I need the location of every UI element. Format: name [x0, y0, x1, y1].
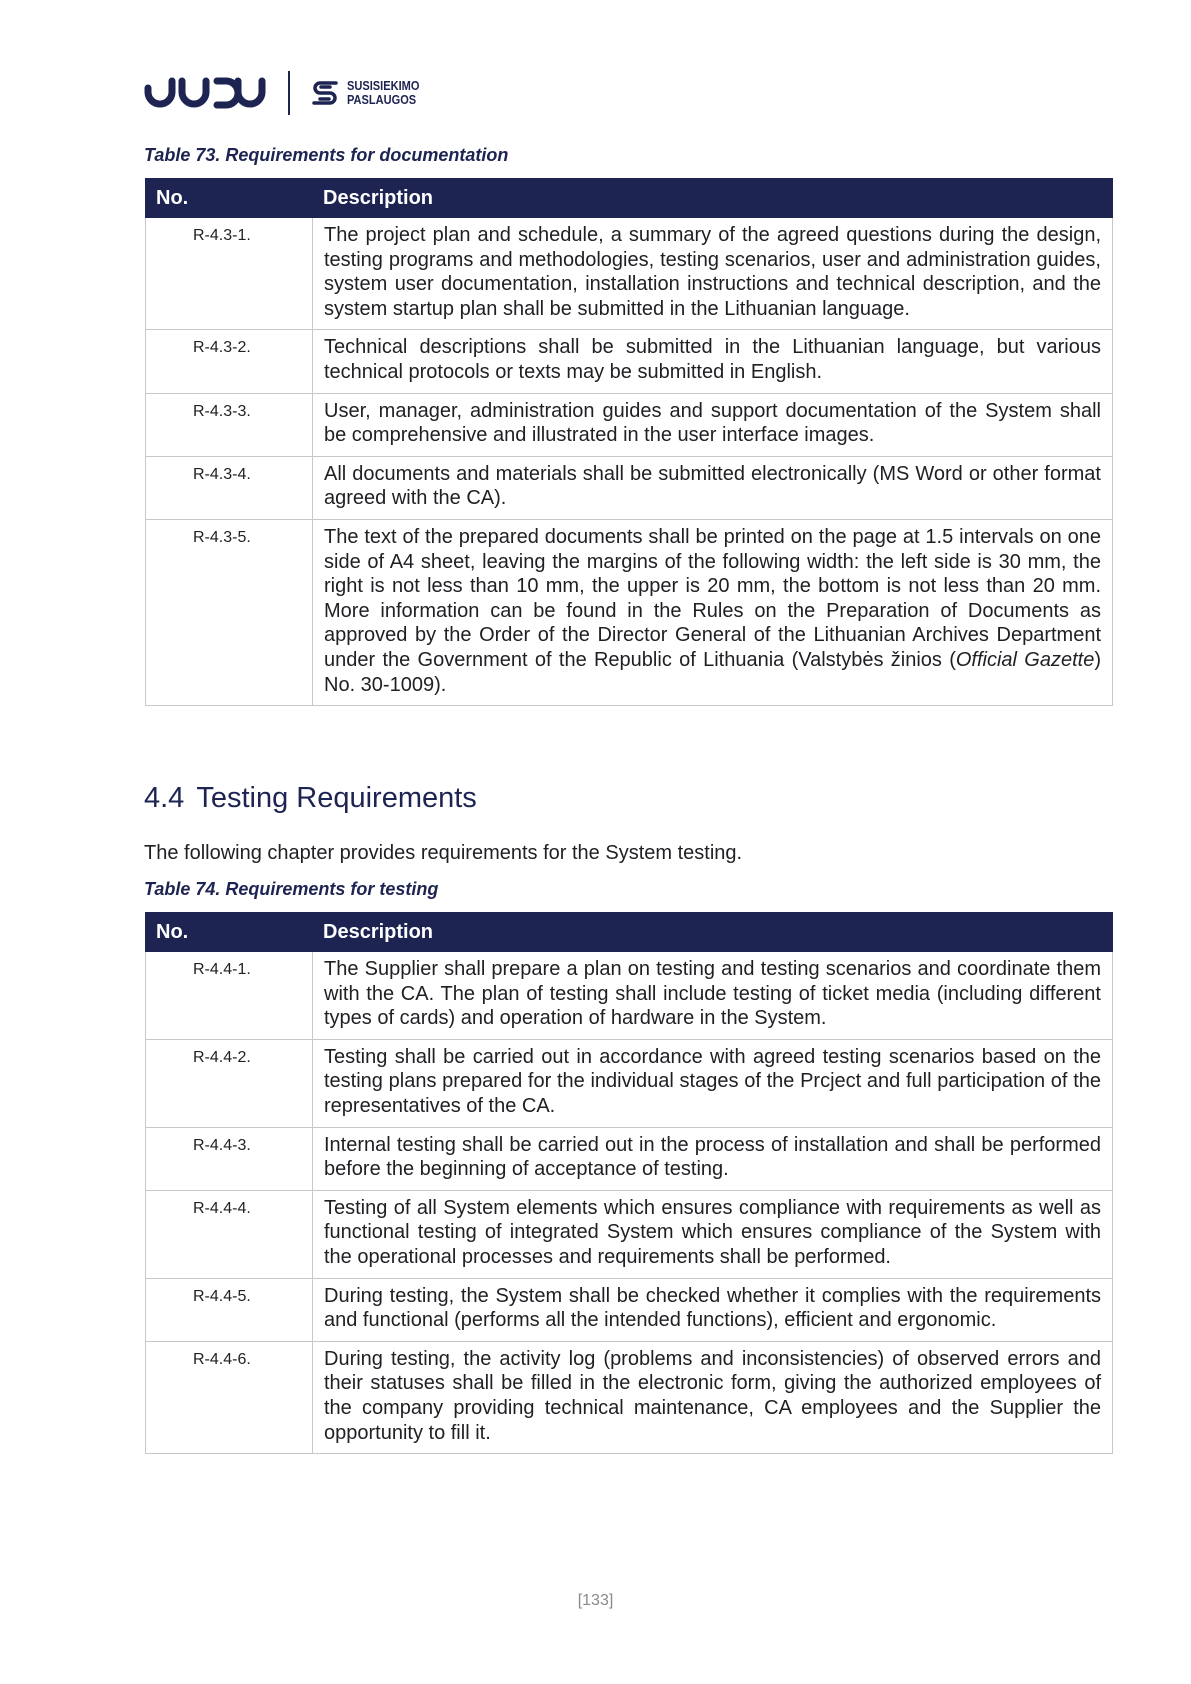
- judu-logo-icon: [144, 76, 266, 110]
- requirement-description: During testing, the System shall be checked whether it complies with the requirements and functional (performs all the intended functions), efficient and ergonomic.: [313, 1278, 1113, 1341]
- column-header-no: No.: [146, 179, 313, 218]
- table-row: [146, 330, 1113, 393]
- table-header-row: [146, 913, 1113, 952]
- requirement-description: The Supplier shall prepare a plan on testing and testing scenarios and coordinate them with the CA. The plan of testing shall include testing of ticket media (including different types of cards) and operation of hardware in the System.: [313, 952, 1113, 1040]
- section-heading: [144, 782, 477, 815]
- column-header-description: Description: [313, 913, 1113, 952]
- table-74-caption: Table 74. Requirements for testing: [144, 879, 439, 899]
- table-row: [146, 1190, 1113, 1278]
- table-row: [146, 456, 1113, 519]
- requirement-description: User, manager, administration guides and support documentation of the System shall be comprehensive and illustrated in the user interface images.: [313, 393, 1113, 456]
- logo-separator: [288, 71, 290, 115]
- table-73-caption: Table 73. Requirements for documentation: [144, 145, 509, 165]
- susisiekimo-paslaugos-logo: [310, 78, 432, 108]
- requirement-id: R-4.3-2.: [146, 330, 313, 393]
- requirement-description: Testing of all System elements which ensures compliance with requirements as well as functional testing of integrated System which ensures compliance of the System with the operational processes and requirements shall be performed.: [313, 1190, 1113, 1278]
- requirement-description: During testing, the activity log (problems and inconsistencies) of observed errors and their statuses shall be filled in the electronic form, giving the authorized employees of the company providing technical maintenance, CA employees and the Supplier the opportunity to fill it.: [313, 1341, 1113, 1453]
- table-row: [146, 1278, 1113, 1341]
- requirement-id: R-4.4-1.: [146, 952, 313, 1040]
- logo-text-line2: PASLAUGOS: [347, 92, 417, 107]
- requirement-id: R-4.4-6.: [146, 1341, 313, 1453]
- requirement-description: Internal testing shall be carried out in the process of installation and shall be performed before the beginning of acceptance of testing.: [313, 1127, 1113, 1190]
- requirement-id: R-4.3-3.: [146, 393, 313, 456]
- description-text: The text of the prepared documents shall be printed on the page at 1.5 intervals on one side of A4 sheet, leaving the margins of the following width: the left side is 30 mm, the right is not less than 10 mm, the upper is 20 mm, the bottom is not less than 20 mm. More information can be found in the Rules on the Preparation of Documents as approved by the Order of the Director General of the Lithuanian Archives Department under the Government of the Republic of Lithuania (Valstybės žinios (: [324, 525, 1101, 671]
- table-row: [146, 218, 1113, 330]
- page-header: [144, 70, 432, 116]
- table-row: [146, 519, 1113, 705]
- requirement-id: R-4.4-4.: [146, 1190, 313, 1278]
- table-header-row: [146, 179, 1113, 218]
- table-row: [146, 952, 1113, 1040]
- table-row: [146, 1127, 1113, 1190]
- section-intro: The following chapter provides requirements for the System testing.: [144, 842, 743, 864]
- requirement-id: R-4.4-3.: [146, 1127, 313, 1190]
- description-text-end: ) No. 30-1009).: [324, 648, 1101, 696]
- table-row: [146, 1341, 1113, 1453]
- table-row: [146, 393, 1113, 456]
- requirement-description: All documents and materials shall be submitted electronically (MS Word or other format agreed with the CA).: [313, 456, 1113, 519]
- sp-emblem-icon: [310, 78, 340, 108]
- requirement-description: The project plan and schedule, a summary of the agreed questions during the design, testing programs and methodologies, testing scenarios, user and administration guides, system user documentation, installation instructions and technical description, and the system startup plan shall be submitted in the Lithuanian language.: [313, 218, 1113, 330]
- requirement-id: R-4.3-5.: [146, 519, 313, 705]
- table-row: [146, 1039, 1113, 1127]
- requirement-id: R-4.3-4.: [146, 456, 313, 519]
- requirement-description: Testing shall be carried out in accordance with agreed testing scenarios based on the testing plans prepared for the individual stages of the Prcject and full participation of the representatives of the CA.: [313, 1039, 1113, 1127]
- column-header-description: Description: [313, 179, 1113, 218]
- column-header-no: No.: [146, 913, 313, 952]
- documentation-requirements-table: [145, 178, 1113, 706]
- section-title: Testing Requirements: [196, 782, 477, 814]
- logo-text-line1: SUSISIEKIMO: [347, 78, 420, 93]
- requirement-id: R-4.4-5.: [146, 1278, 313, 1341]
- page-number: [133]: [577, 1592, 614, 1609]
- requirement-id: R-4.4-2.: [146, 1039, 313, 1127]
- requirement-id: R-4.3-1.: [146, 218, 313, 330]
- testing-requirements-table: [145, 912, 1113, 1454]
- description-italic-text: Official Gazette: [955, 648, 1095, 671]
- requirement-description: [313, 519, 1113, 705]
- section-number: 4.4: [144, 782, 185, 814]
- requirement-description: Technical descriptions shall be submitted in the Lithuanian language, but various technical protocols or texts may be submitted in English.: [313, 330, 1113, 393]
